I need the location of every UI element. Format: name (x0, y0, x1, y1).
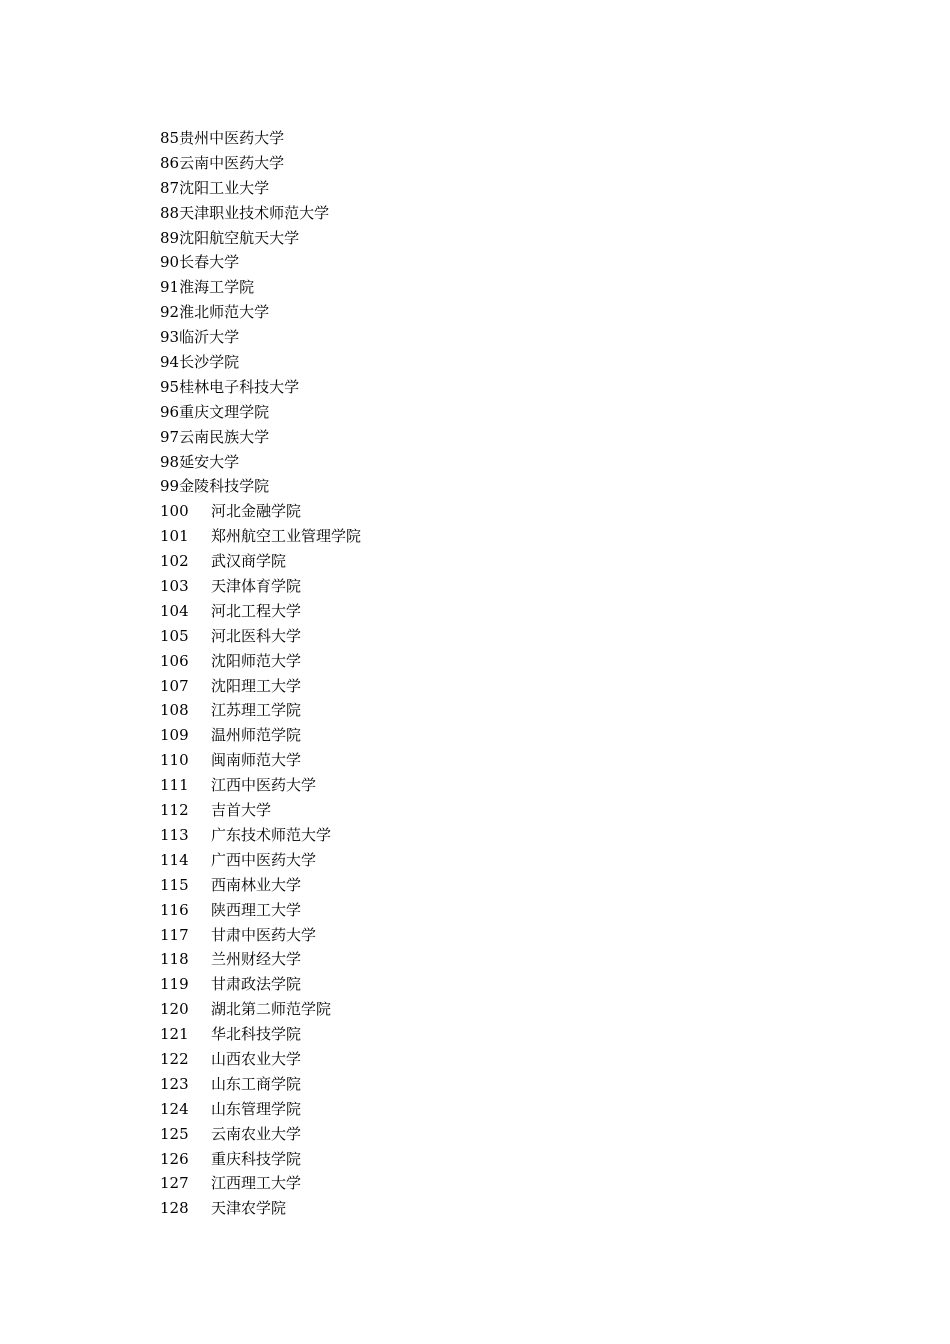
rank-number: 125 (160, 1124, 189, 1143)
rank-number: 120 (160, 1000, 189, 1019)
university-name: 沈阳工业大学 (179, 178, 270, 197)
rank-number: 90 (160, 253, 180, 272)
university-name: 河北医科大学 (211, 626, 302, 645)
university-name: 云南民族大学 (179, 427, 270, 446)
university-name: 重庆科技学院 (211, 1149, 302, 1168)
rank-number: 96 (160, 402, 180, 421)
university-name: 江苏理工学院 (211, 701, 302, 720)
university-name: 河北金融学院 (211, 502, 302, 521)
list-item (160, 176, 361, 201)
list-item (160, 1047, 361, 1072)
university-name: 桂林电子科技大学 (179, 377, 300, 396)
rank-number: 95 (160, 377, 180, 396)
university-name: 云南中医药大学 (179, 153, 285, 172)
rank-number: 119 (160, 975, 189, 994)
university-name: 河北工程大学 (211, 601, 302, 620)
university-name: 沈阳航空航天大学 (179, 228, 300, 247)
list-item (160, 1022, 361, 1047)
list-item (160, 425, 361, 450)
list-item (160, 823, 361, 848)
university-name: 广西中医药大学 (211, 850, 317, 869)
rank-number: 114 (160, 850, 189, 869)
list-item (160, 972, 361, 997)
university-name: 山西农业大学 (211, 1049, 302, 1068)
university-name: 金陵科技学院 (179, 477, 270, 496)
university-name: 淮海工学院 (179, 278, 255, 297)
list-item (160, 947, 361, 972)
list-item (160, 698, 361, 723)
university-name: 武汉商学院 (211, 552, 287, 571)
list-item (160, 350, 361, 375)
rank-number: 110 (160, 751, 189, 770)
list-item (160, 275, 361, 300)
rank-number: 122 (160, 1049, 189, 1068)
university-name: 长春大学 (179, 253, 240, 272)
rank-number: 126 (160, 1149, 189, 1168)
rank-number: 98 (160, 452, 180, 471)
rank-number: 115 (160, 875, 189, 894)
university-name: 甘肃政法学院 (211, 975, 302, 994)
list-item (160, 873, 361, 898)
rank-number: 121 (160, 1025, 189, 1044)
university-name: 天津职业技术师范大学 (179, 203, 330, 222)
university-name: 贵州中医药大学 (179, 129, 285, 147)
rank-number: 101 (160, 527, 189, 546)
university-name: 广东技术师范大学 (211, 825, 332, 844)
rank-number: 89 (160, 228, 180, 247)
rank-number: 128 (160, 1199, 189, 1218)
rank-number: 87 (160, 178, 180, 197)
list-item (160, 524, 361, 549)
list-item (160, 723, 361, 748)
university-name: 山东管理学院 (211, 1099, 302, 1118)
rank-number: 94 (160, 353, 180, 372)
list-item (160, 400, 361, 425)
rank-number: 93 (160, 328, 180, 347)
rank-number: 107 (160, 676, 189, 695)
list-item (160, 1072, 361, 1097)
list-item (160, 499, 361, 524)
university-name: 沈阳理工大学 (211, 676, 302, 695)
rank-number: 97 (160, 427, 180, 446)
list-item (160, 649, 361, 674)
university-name: 江西理工大学 (211, 1174, 302, 1193)
rank-number: 118 (160, 950, 189, 969)
university-name: 郑州航空工业管理学院 (211, 527, 362, 546)
list-item (160, 201, 361, 226)
list-item (160, 151, 361, 176)
university-name: 闽南师范大学 (211, 751, 302, 770)
list-item (160, 997, 361, 1022)
university-name: 天津体育学院 (211, 577, 302, 596)
rank-number: 103 (160, 577, 189, 596)
list-item (160, 549, 361, 574)
list-item (160, 798, 361, 823)
list-item (160, 325, 361, 350)
rank-number: 92 (160, 303, 180, 322)
university-ranking-list (160, 126, 361, 1221)
university-name: 重庆文理学院 (179, 402, 270, 421)
rank-number: 123 (160, 1074, 189, 1093)
rank-number: 108 (160, 701, 189, 720)
list-item (160, 773, 361, 798)
rank-number: 86 (160, 153, 180, 172)
university-name: 延安大学 (179, 452, 240, 471)
rank-number: 116 (160, 900, 189, 919)
rank-number: 105 (160, 626, 189, 645)
university-name: 江西中医药大学 (211, 776, 317, 795)
university-name: 甘肃中医药大学 (211, 925, 317, 944)
list-item (160, 126, 361, 151)
rank-number: 91 (160, 278, 180, 297)
list-item (160, 226, 361, 251)
list-item (160, 748, 361, 773)
list-item (160, 375, 361, 400)
university-name: 淮北师范大学 (179, 303, 270, 322)
rank-number: 109 (160, 726, 189, 745)
list-item (160, 1196, 361, 1221)
rank-number: 113 (160, 825, 189, 844)
university-name: 山东工商学院 (211, 1074, 302, 1093)
list-item (160, 1147, 361, 1172)
list-item (160, 923, 361, 948)
university-name: 西南林业大学 (211, 875, 302, 894)
list-item (160, 1171, 361, 1196)
rank-number: 124 (160, 1099, 189, 1118)
list-item (160, 574, 361, 599)
list-item (160, 1097, 361, 1122)
list-item (160, 599, 361, 624)
list-item (160, 1122, 361, 1147)
university-name: 云南农业大学 (211, 1124, 302, 1143)
university-name: 华北科技学院 (211, 1025, 302, 1044)
rank-number: 100 (160, 502, 189, 521)
university-name: 湖北第二师范学院 (211, 1000, 332, 1019)
list-item (160, 898, 361, 923)
university-name: 临沂大学 (179, 328, 240, 347)
university-name: 兰州财经大学 (211, 950, 302, 969)
university-name: 吉首大学 (211, 801, 272, 820)
rank-number: 99 (160, 477, 180, 496)
list-item (160, 300, 361, 325)
rank-number: 102 (160, 552, 189, 571)
university-name: 陕西理工大学 (211, 900, 302, 919)
rank-number: 117 (160, 925, 189, 944)
rank-number: 88 (160, 203, 180, 222)
rank-number: 106 (160, 651, 189, 670)
rank-number: 85 (160, 129, 180, 147)
list-item (160, 848, 361, 873)
list-item (160, 450, 361, 475)
list-item (160, 674, 361, 699)
university-name: 天津农学院 (211, 1199, 287, 1218)
university-name: 温州师范学院 (211, 726, 302, 745)
rank-number: 112 (160, 801, 189, 820)
list-item (160, 474, 361, 499)
rank-number: 127 (160, 1174, 189, 1193)
rank-number: 111 (160, 776, 189, 795)
list-item (160, 624, 361, 649)
rank-number: 104 (160, 601, 189, 620)
list-item (160, 250, 361, 275)
university-name: 长沙学院 (179, 353, 240, 372)
university-name: 沈阳师范大学 (211, 651, 302, 670)
